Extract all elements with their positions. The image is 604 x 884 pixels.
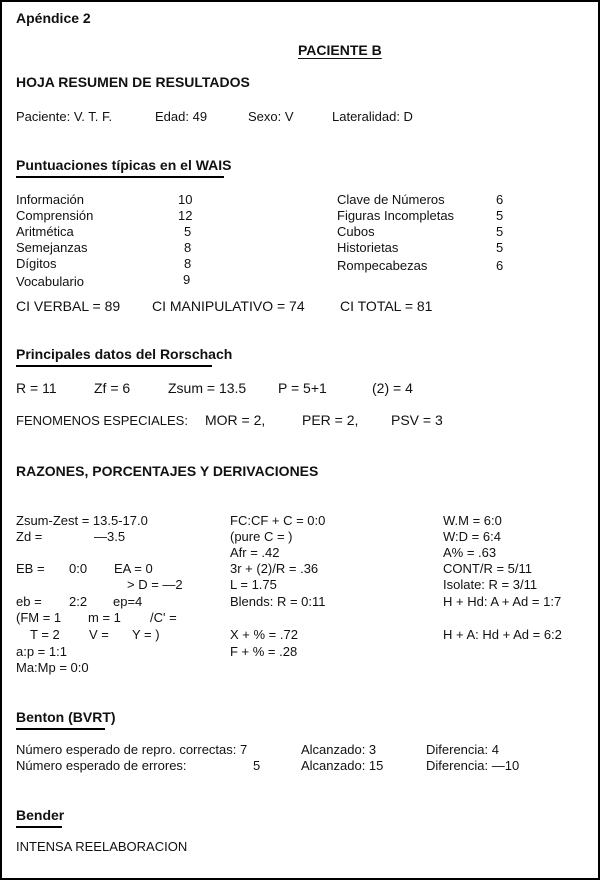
rorschach-pairs: (2) = 4 [372,380,413,396]
wais-subtest-name: Figuras Incompletas [337,208,455,223]
wais-subtest-score: 6 [496,192,504,207]
benton-correct-diff: Diferencia: 4 [426,742,499,757]
benton-correct-reached: Alcanzado: 3 [301,742,377,757]
bender-title: Bender [16,807,65,823]
special-mor: MOR = 2, [205,412,266,428]
fc-cf-c: FC:CF + C = 0:0 [230,513,326,528]
ci-verbal: CI VERBAL = 89 [16,298,121,314]
wais-title-underline [16,176,224,178]
benton-title-underline [16,728,105,730]
eb-label: EB = [16,561,45,576]
benton-title: Benton (BVRT) [16,709,116,725]
m-value: m = 1 [88,610,121,625]
t-value: T = 2 [30,627,60,642]
ap-value: a:p = 1:1 [16,644,67,659]
ci-total: CI TOTAL = 81 [340,298,433,314]
blends: Blends: R = 0:11 [230,594,326,609]
c-prime-value: /C' = [150,610,177,625]
rorschach-zf: Zf = 6 [94,380,131,396]
ea-value: EA = 0 [114,561,153,576]
zsum-zest: Zsum-Zest = 13.5-17.0 [16,513,148,528]
special-psv: PSV = 3 [391,412,443,428]
bender-result: INTENSA REELABORACION [16,839,188,854]
x-plus-percent: X + % = .72 [230,627,298,642]
w-d: W:D = 6:4 [443,529,501,544]
rorschach-zsum: Zsum = 13.5 [168,380,247,396]
a-percent: A% = .63 [443,545,497,560]
rorschach-title: Principales datos del Rorschach [16,346,233,362]
eb-small-value: 2:2 [69,594,88,609]
appendix-label: Apéndice 2 [16,10,91,26]
wais-subtest-name: Cubos [337,224,375,239]
f-plus-percent: F + % = .28 [230,644,298,659]
benton-correct-label: Número esperado de repro. correctas: 7 [16,742,248,757]
v-value: V = [89,627,109,642]
zd-value: —3.5 [94,529,126,544]
bender-title-underline [16,826,62,828]
eb-small-label: eb = [16,594,42,609]
wais-subtest-score: 12 [178,208,193,223]
wais-subtest-score: 9 [183,272,191,287]
egocentric-index: 3r + (2)/R = .36 [230,561,319,576]
wais-subtest-name: Información [16,192,84,207]
wais-subtest-score: 5 [496,240,504,255]
mamp-value: Ma:Mp = 0:0 [16,660,89,675]
wais-subtest-name: Semejanzas [16,240,88,255]
h-a-hd-ad: H + A: Hd + Ad = 6:2 [443,627,562,642]
w-m: W.M = 6:0 [443,513,502,528]
wais-subtest-score: 8 [184,256,192,271]
special-phenomena-label: FENOMENOS ESPECIALES: [16,413,188,428]
benton-errors-reached: Alcanzado: 15 [301,758,384,773]
wais-title: Puntuaciones típicas en el WAIS [16,157,232,173]
afr: Afr = .42 [230,545,280,560]
special-per: PER = 2, [302,412,359,428]
benton-errors-label: Número esperado de errores: [16,758,187,773]
ep-value: ep=4 [113,594,143,609]
cont-r: CONT/R = 5/11 [443,561,532,576]
wais-subtest-name: Comprensión [16,208,94,223]
wais-subtest-score: 5 [496,224,504,239]
summary-title: HOJA RESUMEN DE RESULTADOS [16,74,250,90]
patient-title: PACIENTE B [298,42,382,58]
wais-subtest-name: Clave de Números [337,192,445,207]
wais-subtest-name: Aritmética [16,224,74,239]
wais-subtest-score: 5 [184,224,192,239]
wais-subtest-name: Historietas [337,240,399,255]
pure-c: (pure C = ) [230,529,293,544]
rorschach-r: R = 11 [16,380,57,396]
wais-subtest-score: 6 [496,258,504,273]
d-value: > D = —2 [127,577,183,592]
patient-age: Edad: 49 [155,109,208,124]
benton-errors-diff: Diferencia: —10 [426,758,520,773]
zd-label: Zd = [16,529,43,544]
eb-value: 0:0 [69,561,88,576]
patient-initials: Paciente: V. T. F. [16,109,113,124]
benton-errors-expected: 5 [253,758,261,773]
ci-manipulativo: CI MANIPULATIVO = 74 [152,298,305,314]
wais-subtest-name: Vocabulario [16,274,84,289]
y-value: Y = ) [132,627,160,642]
patient-sex: Sexo: V [248,109,294,124]
patient-laterality: Lateralidad: D [332,109,413,124]
wais-subtest-name: Rompecabezas [337,258,428,273]
wais-subtest-name: Dígitos [16,256,57,271]
ratios-title: RAZONES, PORCENTAJES Y DERIVACIONES [16,463,319,479]
isolate-r: Isolate: R = 3/11 [443,577,538,592]
rorschach-p: P = 5+1 [278,380,327,396]
rorschach-title-underline [16,365,212,367]
wais-subtest-score: 8 [184,240,192,255]
lambda: L = 1.75 [230,577,277,592]
wais-subtest-score: 10 [178,192,193,207]
fm-value: (FM = 1 [16,610,62,625]
h-hd-a-ad: H + Hd: A + Ad = 1:7 [443,594,562,609]
wais-subtest-score: 5 [496,208,504,223]
